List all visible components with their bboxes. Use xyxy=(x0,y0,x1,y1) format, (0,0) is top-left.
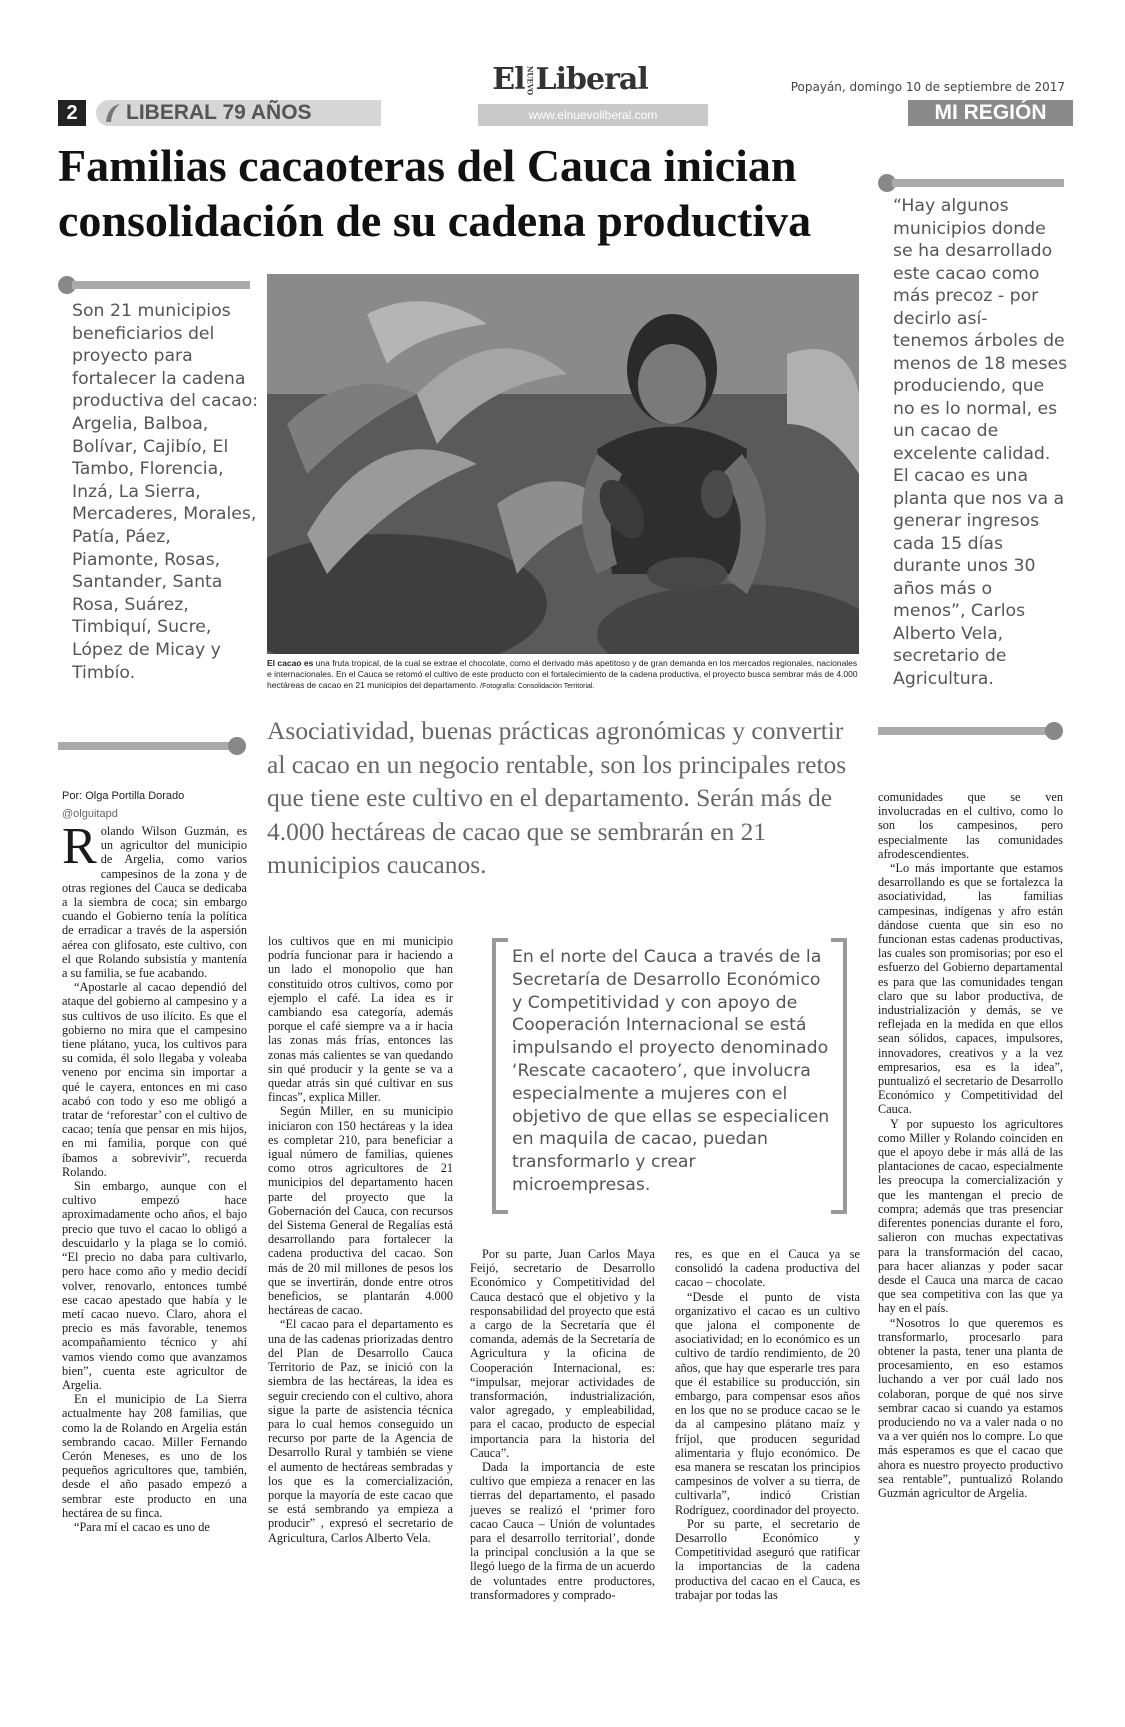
drop-cap: R xyxy=(62,818,97,875)
paragraph: “Nosotros lo que queremos es transformarlo, procesarlo para obtener la pasta, tener una planta de procesamiento, en eso estamos luchando a ver por cuál lado nos colaboran, porque de qué nos sirve sembrar cacao si cuando ya estamos produciendo no va a valer nada o no va a ver quién nos lo compre. Lo que más esperamos es que el cacao que ahora es nuestro proyecto productivo sea rentable”, puntualizó Rolando Guzmán agricultor de Argelia. xyxy=(878,1315,1063,1500)
quote-dot xyxy=(1045,722,1063,740)
paragraph: “Desde el punto de vista organizativo el cacao es un cultivo que jalona el componente de asociatividad; en lo económico es un cultivo de tardío rendimiento, de 20 años, que hay que esperarle tres para que él estabilice su producción, sin embargo, para compensar esos años en los que no se produce cacao se le da al campesino plátano maíz y fríjol, que producen seguridad alimentaria y flujo económico. De esa manera se rescatan los principios campesinos de volver a su tierra, de cultivarla”, indicó Cristian Rodríguez, coordinador del proyecto. xyxy=(675,1289,860,1517)
secretary-pullquote: “Hay algunos municipios donde se ha desarrollado este cacao como más precoz - por decirlo así- tenemos árboles de menos de 18 meses produciendo, que no es lo normal, es un cacao de excelente calidad. El cacao es una planta que nos va a generar ingresos cada 15 días durante unos 30 años más o menos”, Carlos Alberto Vela, secretario de Agricultura. xyxy=(893,196,1068,689)
paragraph: “El cacao para el departamento es una de las cadenas priorizadas dentro del Plan de Desarrollo Cauca Territorio de Paz, se inició con la siembra de las hectáreas, la idea es seguir creciendo con el cultivo, ahora sigue la parte de asistencia técnica para lo cual hemos conseguido un recurso por parte de la Agencia de Desarrollo Rural y también se viene el aumento de hectáreas sembradas y los que es la comercialización, porque la mayoría de este cacao que se está sembrando ya empieza a producir” , expresó el secretario de Agricultura, Carlos Alberto Vela. xyxy=(268,1317,453,1545)
swoosh-icon xyxy=(102,102,124,124)
byline: Por: Olga Portilla Dorado xyxy=(62,790,185,802)
article-column-4 xyxy=(675,1247,860,1602)
article-column-5 xyxy=(878,790,1063,1500)
cacao-farmer-photo xyxy=(267,274,859,654)
author-twitter-handle: @olguitapd xyxy=(62,808,118,820)
issue-date: Popayán, domingo 10 de septiembre de 2017 xyxy=(790,80,1065,94)
paragraph: res, es que en el Cauca ya se consolidó la cadena productiva del cacao – chocolate. xyxy=(675,1247,860,1290)
quote-rule-top xyxy=(72,281,250,289)
paragraph: Según Miller, en su municipio iniciaron con 150 hectáreas y la idea es completar 210, para beneficiar a igual número de familias, quienes como otros agricultores de 21 municipios del departamento hacen parte del proyecto que la Gobernación del Cauca, con recursos del Sistema General de Regalías está desarrollando para fortalecer la cadena productiva del cacao. Son más de 20 mil millones de pesos los que se invertirán, donde entre otros beneficios, se plantarán 4.000 hectáreas de cacao. xyxy=(268,1104,453,1318)
anniversary-text: LIBERAL 79 AÑOS xyxy=(126,101,312,124)
anniversary-banner xyxy=(96,100,381,126)
quote-rule-bottom xyxy=(58,742,236,750)
page-number: 2 xyxy=(58,100,86,126)
newspaper-logo: ElNUEVOLiberal xyxy=(492,62,648,97)
article-column-1 xyxy=(62,818,247,1534)
paragraph: En el municipio de La Sierra actualmente hay 208 familias, que como la de Rolando en Argelia están sembrando cacao. Miller Fernando Cerón Meneses, es uno de los pequeños agricultores que, también, desde el año pasado empezó a sembrar este producto en una hectárea de su finca. xyxy=(62,1392,247,1520)
article-column-2 xyxy=(268,934,453,1545)
paragraph: “Para mí el cacao es uno de xyxy=(74,1519,210,1534)
paragraph: Sin embargo, aunque con el cultivo empezó hace aproximadamente ocho años, el bajo precio que tuvo el cacao lo obligó a descuidarlo y la plaga se lo comió. “El precio no daba para cultivarlo, pero hace como año y medio decidí volver, renovarlo, entonces tumbé ese cacao apestado que había y le metí cacao nuevo. Claro, ahora el precio es más favorable, tenemos acompañamiento técnico y ahí vamos viendo como que avanzamos bien”, cuenta este agricultor de Argelia. xyxy=(62,1179,247,1392)
municipalities-pullquote: Son 21 municipios beneficiarios del proyecto para fortalecer la cadena productiva del cacao: Argelia, Balboa, Bolívar, Cajibío, El Tambo, Florencia, Inzá, La Sierra, Mercaderes, Morales, Patía, Páez, Piamonte, Rosas, Santander, Santa Rosa, Suárez, Timbiquí, Sucre, López de Micay y Timbío. xyxy=(72,301,259,683)
quote-rule-bottom xyxy=(878,727,1050,735)
paragraph: olando Wilson Guzmán, es un agricultor del municipio de Argelia, como varios campesinos de la zona y de otras regiones del Cauca se dedicaba a la siembra de coca; sin embargo cuando el Gobierno tenía la política de erradicar a través de la aspersión aérea con glifosato, este cultivo, con el que Rolando subsistía y mantenía a su familia, se fue acabando. xyxy=(62,824,247,981)
caption-text: una fruta tropical, de la cual se extrae el chocolate, como el derivado más apetitoso y de gran demanda en los mercados regionales, nacionales e internacionales. En el Cauca se retomó el cultivo de este producto con el fortalecimiento de la cadena productiva, el proyecto busca sembrar más de 4.000 hectáreas de cacao en 21 municipios del departamento. xyxy=(267,658,858,690)
paragraph: Dada la importancia de este cultivo que empieza a renacer en las tierras del departamento, el pasado jueves se realizó el ‘primer foro cacao Cauca – Unión de voluntades para el desarrollo territorial’, donde la principal conclusión a la que se llegó luego de la firma de un acuerdo de voluntades entre productores, transformadores y comprado- xyxy=(470,1460,655,1602)
paragraph: los cultivos que en mi municipio podría funcionar para ir haciendo a un lado el monopolio que han constituido otros cultivos, como por ejemplo el café. La idea es ir cambiando esa categoría, además porque el café siempre va a ir hacia las zonas más frías, entonces las zonas más calientes se van quedando sin qué producir y la gente se va a quedar atrás sin qué cultivar en sus fincas”, explica Miller. xyxy=(268,934,453,1105)
rescate-cacaotero-quote: En el norte del Cauca a través de la Secretaría de Desarrollo Económico y Competitividad y con apoyo de Cooperación Internacional se está impulsando el proyecto denominado ‘Rescate cacaotero’, que involucra especialmente a mujeres con el objetivo de que ellas se especialicen en maquila de cacao, puedan transformarlo y crear microempresas. xyxy=(512,947,830,1195)
paragraph: Y por supuesto los agricultores como Miller y Rolando coinciden en que el apoyo debe ir más allá de las plantaciones de cacao, especialmente les preocupa la comercialización y que les mantengan el precio de compra; además que tras presenciar diferentes ponencias durante el foro, salieron con muchas expectativas para la transformación del cacao, para hacer alianzas y poder sacar desde el Cauca una marca de cacao que sea competitiva con las que ya hay en el país. xyxy=(878,1116,1063,1316)
photo-caption xyxy=(267,658,859,692)
photo-credit: /Fotografía: Consolidación Territorial. xyxy=(478,683,595,690)
paragraph: Por su parte, Juan Carlos Maya Feijó, secretario de Desarrollo Económico y Competitividad del Cauca destacó que el objetivo y la responsabilidad del proyecto que está a cargo de la Secretaría que él comanda, además de la Secretaría de Agricultura y la oficina de Cooperación Internacional, es: “impulsar, mejorar actividades de transformación, industrialización, valor agregado, y empleabilidad, para el cacao, producto de especial importancia para la historia del Cauca”. xyxy=(470,1247,655,1460)
article-deck: Asociatividad, buenas prácticas agronómicas y convertir al cacao en un negocio rentable, son los principales retos que tiene este cultivo en el departamento. Serán más de 4.000 hectáreas de cacao que se sembrarán en 21 municipios caucanos. xyxy=(267,716,847,879)
paragraph: Por su parte, el secretario de Desarrollo Económico y Competitividad aseguró que ratificar la importancias de la cadena productiva del cacao en el Cauca, es trabajar por todas las xyxy=(675,1516,860,1602)
caption-lead: El cacao es xyxy=(267,658,314,668)
quote-rule-top xyxy=(892,179,1064,187)
paragraph: “Apostarle al cacao dependió del ataque del gobierno al campesino y a sus cultivos de uso ilícito. Es que el gobierno no mira que el campesino tiene plátano, yuca, los cultivos para su comida, él solo llegaba y voleaba veneno por encima sin importar a qué le cayera, entonces en mi caso acabó con todo y eso me obligó a tratar de ‘reforestar’ con el cultivo de cacao; tenía que pensar en mis hijos, en mi familia, porque con qué íbamos a sobrevivir”, recuerda Rolando. xyxy=(62,980,247,1179)
headline: Familias cacaoteras del Cauca inician consolidación de su cadena productiva xyxy=(58,140,812,246)
section-name: MI REGIÓN xyxy=(908,100,1073,126)
paragraph: “Lo más importante que estamos desarrollando es que se fortalezca la asociatividad, las familias campesinas, indígenas y afro están dándose cuenta que sin eso no funcionan estas cadenas productivas, las cuales son promisorias; por eso el esfuerzo del Gobierno departamental es para que las comunidades tengan claro que su labor productiva, de industrialización y demás, se ve reflejada en la medida en que ellos sean sólidos, capaces, impulsores, innovadores, creativos y a la vez empresarios, esa es la idea”, puntualizó el secretario de Desarrollo Económico y Competitividad del Cauca. xyxy=(878,861,1063,1117)
website-url: www.elnuevoliberal.com xyxy=(478,104,708,126)
page-header-bar xyxy=(58,100,1073,126)
paragraph: comunidades que se ven involucradas en el cultivo, como lo son los campesinos, pero especialmente las comunidades afrodescendientes. xyxy=(878,790,1063,861)
quote-dot xyxy=(228,737,246,755)
article-column-3 xyxy=(470,1247,655,1602)
